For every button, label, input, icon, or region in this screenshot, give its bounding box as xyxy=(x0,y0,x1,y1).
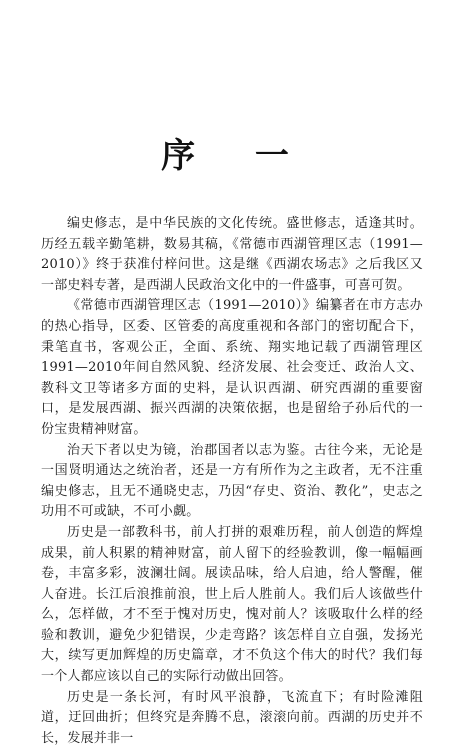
paragraph: 历史是一条长河，有时风平浪静，飞流直下；有时险滩阻道，迂回曲折；但终究是奔腾不息，滚滚向前。西湖的历史并不长，发展并非一 xyxy=(41,689,423,746)
paragraph: 编史修志，是中华民族的文化传统。盛世修志，适逢其时。历经五载辛勤笔耕，数易其稿，《常德市西湖管理区志（1991—2010）》终于获准付梓问世。这是继《西湖农场志》之后我区又一部史料专著，是西湖人民政治文化中的一件盛事，可喜可贺。 xyxy=(41,216,423,293)
paragraph: 历史是一部教科书，前人打拼的艰难历程，前人创造的辉煌成果，前人积累的精神财富，前人留下的经验教训，像一幅幅画卷，丰富多彩，波澜壮阔。展读品味，给人启迪，给人警醒，催人奋进。长江后浪推前浪，世上后人胜前人。我们后人该做些什么，怎样做，才不至于愧对历史，愧对前人？该吸取什么样的经验和教训，避免少犯错误，少走弯路？该怎样自立自强，发扬光大，续写更加辉煌的历史篇章，才不负这个伟大的时代？我们每一个人都应该以自己的实际行动做出回答。 xyxy=(41,524,423,685)
body-text xyxy=(41,214,423,749)
paragraph: 治天下者以史为镜，治郡国者以志为鉴。古往今来，无论是一国贤明通达之统治者，还是一方有所作为之主政者，无不注重编史修志，且无不通晓史志，乃因“存史、资治、教化”，史志之功用不可或缺，不可小觑。 xyxy=(41,442,423,520)
page-title: 序 一 xyxy=(161,136,313,176)
paragraph: 《常德市西湖管理区志（1991—2010）》编纂者在市方志办的热心指导，区委、区管委的高度重视和各部门的密切配合下，秉笔直书，客观公正，全面、系统、翔实地记载了西湖管理区1991—2010年间自然风貌、经济发展、社会变迁、政治人文、教科文卫等诸多方面的史料，是认识西湖、研究西湖的重要窗口，是发展西湖、振兴西湖的决策依据，也是留给子孙后代的一份宝贵精神财富。 xyxy=(41,298,423,437)
